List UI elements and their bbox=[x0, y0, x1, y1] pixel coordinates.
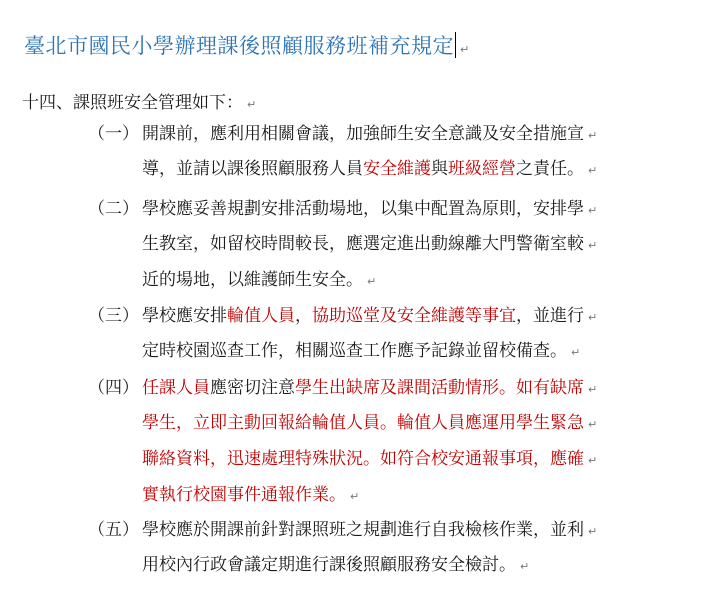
rule-item-number: （三） bbox=[88, 306, 139, 326]
emphasized-text: 輪值人員 bbox=[227, 306, 295, 326]
body-text: ，並進行 bbox=[516, 306, 584, 326]
rule-item-number: （一） bbox=[88, 124, 139, 144]
body-text: 應密切注意 bbox=[210, 378, 295, 398]
emphasized-text: 學生出缺席及課間活動情形。如有缺席 bbox=[295, 378, 584, 398]
paragraph-mark-icon: ↵ bbox=[588, 525, 598, 538]
body-text: 學校應妥善規劃安排活動場地，以集中配置為原則，安排學 bbox=[142, 199, 584, 219]
paragraph-mark-icon: ↵ bbox=[588, 239, 598, 252]
paragraph-mark-icon: ↵ bbox=[247, 98, 257, 111]
body-text: 學校應安排 bbox=[142, 306, 227, 326]
rule-item-line[interactable] bbox=[142, 153, 597, 185]
paragraph-mark-icon: ↵ bbox=[460, 43, 470, 56]
paragraph-mark-icon: ↵ bbox=[520, 560, 530, 573]
rule-item-line[interactable] bbox=[142, 443, 597, 475]
paragraph-mark-icon: ↵ bbox=[588, 164, 598, 177]
paragraph-mark-icon: ↵ bbox=[588, 204, 598, 217]
emphasized-text: 安全維護 bbox=[363, 159, 431, 179]
rule-item-line[interactable] bbox=[142, 118, 597, 150]
emphasized-text: 任課人員 bbox=[142, 378, 210, 398]
rule-item-line[interactable] bbox=[142, 193, 597, 225]
body-text: ， bbox=[295, 306, 312, 326]
rule-item-line[interactable] bbox=[142, 335, 580, 367]
section-heading[interactable] bbox=[22, 88, 256, 113]
body-text: 與 bbox=[431, 159, 448, 179]
rule-item-number: （二） bbox=[88, 199, 139, 219]
body-text: 開課前，應利用相關會議，加強師生安全意識及安全措施宣 bbox=[142, 124, 584, 144]
rule-item-line[interactable] bbox=[142, 300, 597, 332]
body-text: 導，並請以課後照顧服務人員 bbox=[142, 159, 363, 179]
paragraph-mark-icon: ↵ bbox=[588, 311, 598, 324]
rule-item-line[interactable] bbox=[142, 372, 597, 404]
document-title[interactable] bbox=[24, 30, 470, 60]
body-text: 生教室，如留校時間較長，應選定進出動線離大門警衛室較 bbox=[142, 234, 584, 254]
paragraph-mark-icon: ↵ bbox=[588, 129, 598, 142]
emphasized-text: 學生，立即主動回報給輪值人員。輪值人員應運用學生緊急 bbox=[142, 413, 584, 433]
rule-item-number: （四） bbox=[88, 378, 139, 398]
document-title-text[interactable]: 臺北市國民小學辦理課後照顧服務班補充規定 bbox=[24, 34, 454, 58]
body-text: 學校應於開課前針對課照班之規劃進行自我檢核作業，並利 bbox=[142, 520, 584, 540]
rule-item-line[interactable] bbox=[142, 514, 597, 546]
rule-item-line[interactable] bbox=[142, 479, 359, 511]
rule-item-line[interactable] bbox=[142, 264, 376, 296]
paragraph-mark-icon: ↵ bbox=[588, 383, 598, 396]
body-text: 近的場地，以維護師生安全。 bbox=[142, 270, 363, 290]
rule-item-line[interactable] bbox=[142, 549, 529, 581]
paragraph-mark-icon: ↵ bbox=[571, 346, 581, 359]
paragraph-mark-icon: ↵ bbox=[588, 418, 598, 431]
paragraph-mark-icon: ↵ bbox=[588, 454, 598, 467]
body-text: 用校內行政會議定期進行課後照顧服務安全檢討。 bbox=[142, 555, 516, 575]
emphasized-text: 班級經營 bbox=[448, 159, 516, 179]
body-text: 定時校園巡查工作，相關巡查工作應予記錄並留校備查。 bbox=[142, 341, 567, 361]
text-cursor bbox=[455, 32, 456, 58]
emphasized-text: 協助巡堂及安全維護等事宜 bbox=[312, 306, 516, 326]
body-text: 之責任。 bbox=[516, 159, 584, 179]
section-heading-text[interactable]: 十四、課照班安全管理如下： bbox=[22, 93, 243, 113]
paragraph-mark-icon: ↵ bbox=[367, 275, 377, 288]
emphasized-text: 實執行校園事件通報作業。 bbox=[142, 485, 346, 505]
rule-item-number: （五） bbox=[88, 520, 139, 540]
paragraph-mark-icon: ↵ bbox=[350, 490, 360, 503]
emphasized-text: 聯絡資料，迅速處理特殊狀況。如符合校安通報事項，應確 bbox=[142, 449, 584, 469]
rule-item-line[interactable] bbox=[142, 228, 597, 260]
rule-item-line[interactable] bbox=[142, 407, 597, 439]
